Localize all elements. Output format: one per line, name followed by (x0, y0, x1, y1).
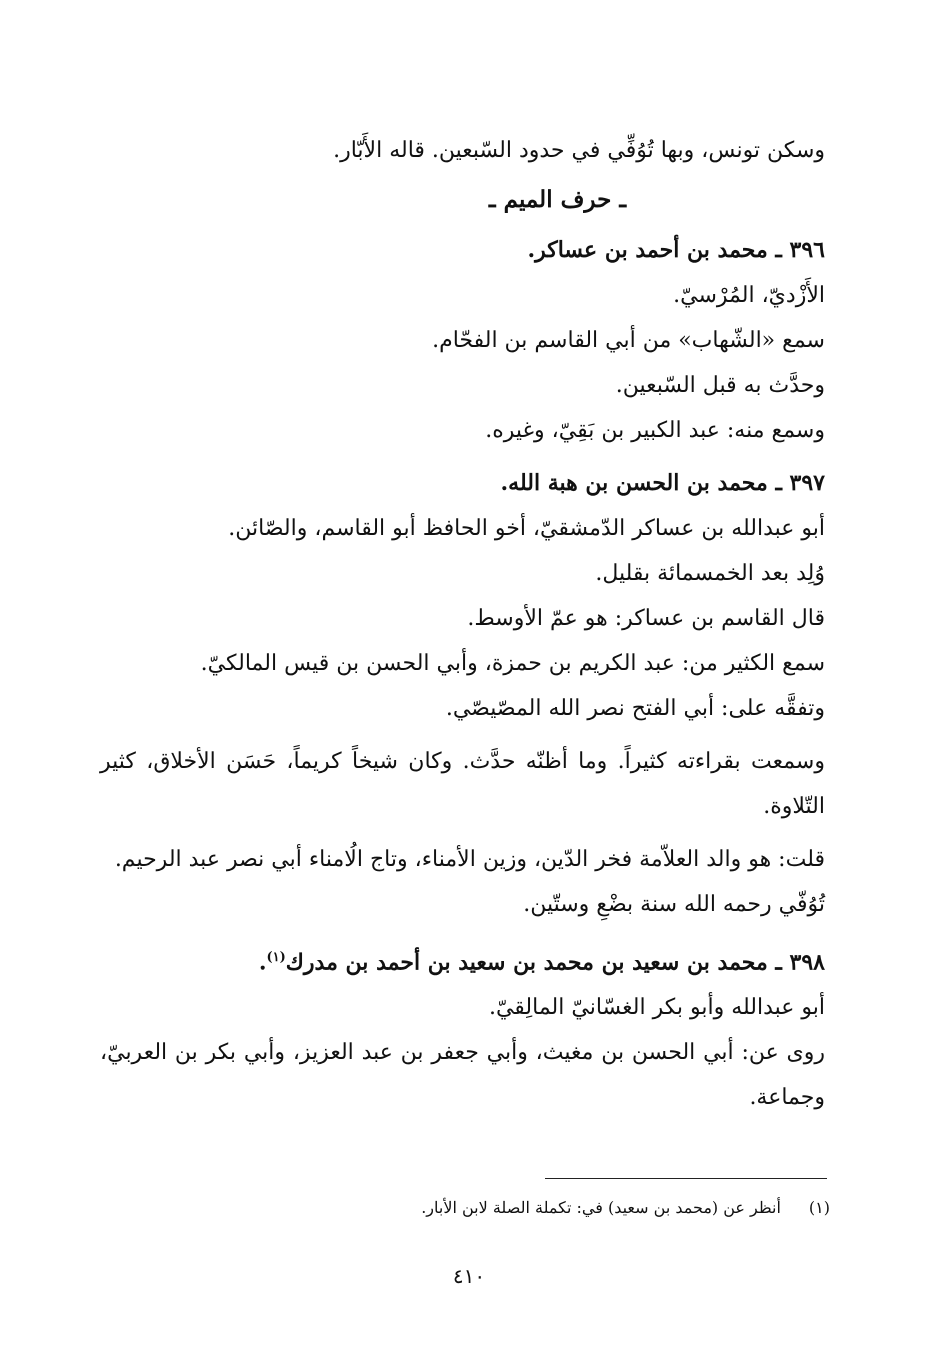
footnote-reference: (١) (266, 950, 286, 965)
entry-398-title-end: . (258, 949, 267, 976)
text-line: وسمع منه: عبد الكبير بن بَقِيّ، وغيره. (485, 418, 825, 443)
footnote-divider (545, 1178, 827, 1179)
text-line: وحدَّث به قبل السّبعين. (615, 373, 825, 398)
footnote-text: أنظر عن (محمد بن سعيد) في: تكملة الصلة لابن الأبار. (421, 1198, 781, 1217)
text-line: وتفقَّه على: أبي الفتح نصر الله المصّيصّي. (445, 696, 825, 721)
text-line: أبو عبدالله وأبو بكر الغسّانيّ المالِقيّ. (488, 995, 825, 1021)
text-line: قال القاسم بن عساكر: هو عمّ الأوسط. (467, 606, 825, 631)
entry-396-title: ٣٩٦ ـ محمد بن أحمد بن عساكر. (527, 237, 825, 263)
footnote-number: (١) (808, 1198, 830, 1217)
entry-398-title (100, 935, 825, 985)
text-line: وسكن تونس، وبها تُوُفِّي في حدود السّبعين. قاله الأَبّار. (333, 138, 825, 163)
text-line: وُلِد بعد الخمسمائة بقليل. (595, 561, 825, 586)
section-heading: ـ حرف الميم ـ (488, 186, 627, 213)
text-line: سمع «الشّهاب» من أبي القاسم بن الفحّام. (432, 328, 825, 353)
text-paragraph: قلت: هو والد العلاّمة فخر الدّين، وزين الأمناء، وتاج الُامناء أبي نصر عبد الرحيم. (114, 847, 825, 872)
text-paragraph: روى عن: أبي الحسن بن مغيث، وأبي جعفر بن عبد العزيز، وأبي بكر بن العربيّ، وجماعة. (100, 1040, 825, 1111)
text-line: الأَزْديّ، المُرْسيّ. (673, 283, 825, 308)
entry-398-title-text: ٣٩٨ ـ محمد بن سعيد بن محمد بن سعيد بن أحمد بن مدرك (285, 949, 825, 976)
footnote (300, 1194, 830, 1222)
entry-397-title: ٣٩٧ ـ محمد بن الحسن بن هبة الله. (500, 470, 825, 496)
text-line: سمع الكثير من: عبد الكريم بن حمزة، وأبي الحسن بن قيس المالكيّ. (200, 651, 825, 676)
page-number: ٤١٠ (452, 1264, 486, 1288)
text-paragraph: وسمعت بقراءته كثيراً. وما أظنّه حدَّث. وكان شيخاً كريماً، حَسَن الأخلاق، كثير التّلاوة. (100, 749, 825, 819)
main-text (100, 128, 825, 1120)
text-line: تُوُفّي رحمه الله سنة بضْعِ وستّين. (523, 892, 825, 917)
text-line: أبو عبدالله بن عساكر الدّمشقيّ، أخو الحافظ أبو القاسم، والصّائن. (228, 516, 825, 541)
